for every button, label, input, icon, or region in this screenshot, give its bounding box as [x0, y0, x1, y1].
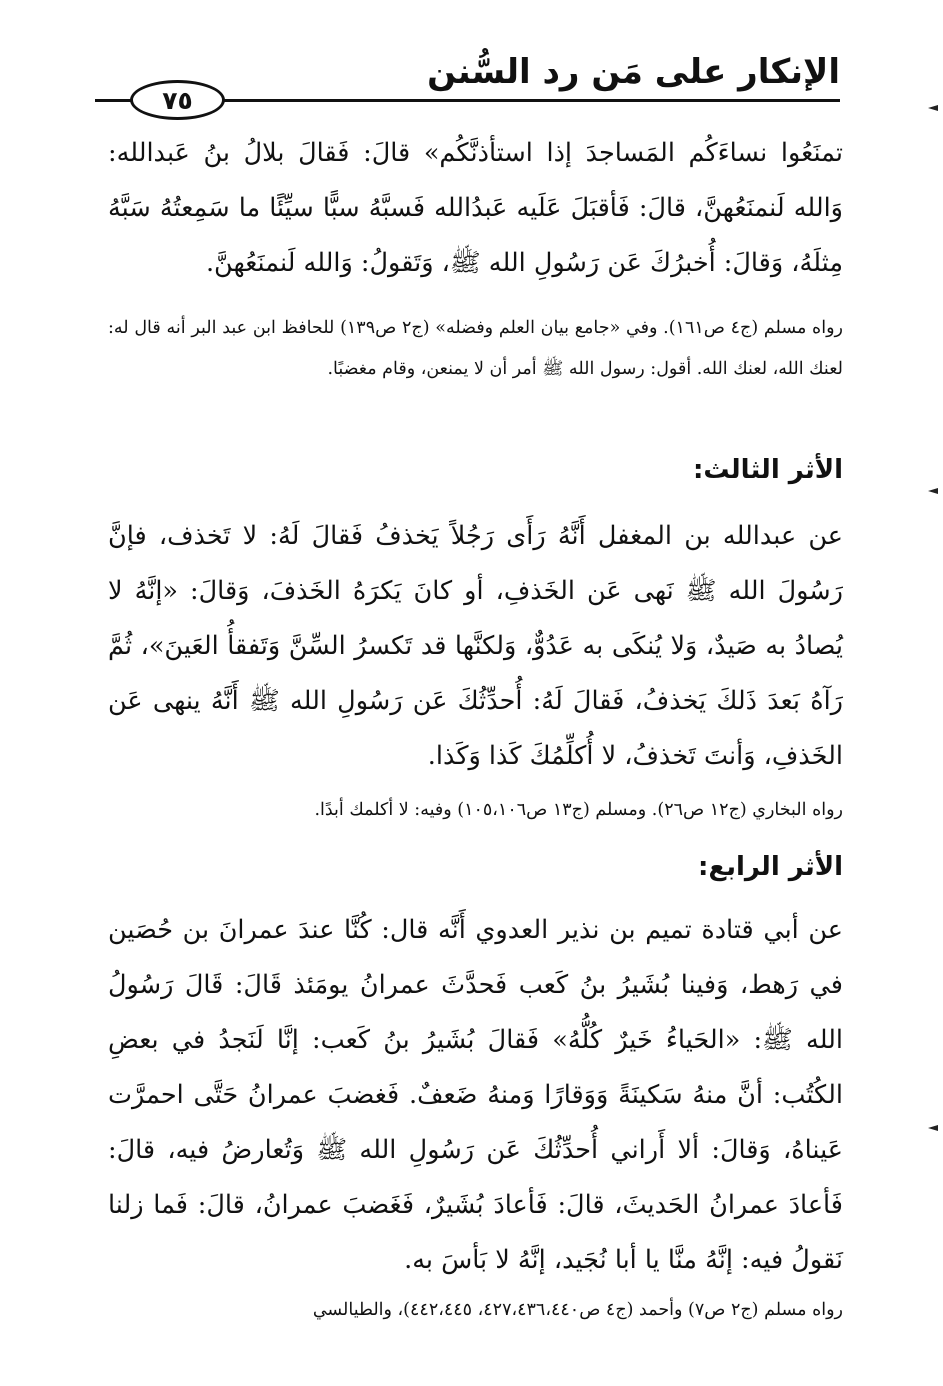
footnote-3: رواه مسلم (ج٢ ص٧) وأحمد (ج٤ ص٤٢٧،٤٣٦،٤٤٠، ٤٤٢،٤٤٥)، والطيالسي [312, 1300, 843, 1320]
page-number: ٧٥ [130, 80, 225, 120]
section-heading-fourth: الأثر الرابع: [698, 852, 843, 882]
book-title: الإنكار على مَن رد السُّنن [427, 52, 840, 92]
scan-mark [928, 105, 938, 111]
scan-mark [928, 488, 938, 494]
footnote-1: رواه مسلم (ج٤ ص١٦١). وفي «جامع بيان العلم وفضله» (ج٢ ص١٣٩) للحافظ ابن عبد البر أنه قال له: لعنك الله، لعنك الله. أقول: رسول الله ﷺ أمر أن لا يمنعن، وقام مغضبًا. [108, 318, 843, 379]
paragraph-third-athar: عن عبدالله بن المغفل أَنَّهُ رَأَى رَجُلاً يَخذفُ فَقالَ لَهُ: لا تَخذف، فإنَّ رَسُولَ الله ﷺ نَهى عَن الخَذفِ، أو كانَ يَكرَهُ الخَذفَ، وَقالَ: «إنَّهُ لا يُصادُ به صَيدٌ، وَلا يُنكَى به عَدُوٌّ، وَلكنَّها قد تَكسرُ السِّنَّ وَتَفقأُ العَينَ»، ثُمَّ رَآهُ بَعدَ ذَلكَ يَخذفُ، فَقالَ لَهُ: أُحدِّثُكَ عَن رَسُولِ الله ﷺ أَنَّهُ ينهى عَن الخَذفِ، وَأنتَ تَخذفُ، لا أُكلِّمُكَ كَذا وَكَذا. [108, 521, 843, 771]
section-heading-third: الأثر الثالث: [693, 455, 843, 485]
footnote-2: رواه البخاري (ج١٢ ص٢٦). ومسلم (ج١٣ ص١٠٥،١٠٦) وفيه: لا أكلمك أبدًا. [314, 800, 843, 820]
paragraph-continued: تمنَعُوا نساءَكُم المَساجدَ إذا استأذنَّكُم» قالَ: فَقالَ بلالُ بنُ عَبدالله: وَالله لَنمنَعُهنَّ، قالَ: فَأقبَلَ عَلَيه عَبدُالله فَسبَّهُ سبًّا سيِّئًا ما سَمِعتُهُ سَبَّهُ مِثلَهُ، وَقالَ: أُخبرُكَ عَن رَسُولِ الله ﷺ، وَتَقولُ: وَالله لَنمنَعُهنَّ. [108, 138, 843, 278]
scan-mark [928, 1125, 938, 1131]
paragraph-fourth-athar: عن أبي قتادة تميم بن نذير العدوي أَنَّه قال: كُنَّا عندَ عمرانَ بن حُصَين في رَهط، وَفينا بُشَيرُ بنُ كَعب فَحدَّثَ عمرانُ يومَئذ قَالَ: قَالَ رَسُولُ الله ﷺ: «الحَياءُ خَيرٌ كُلُّهُ» فَقالَ بُشَيرُ بنُ كَعب: إنَّا لَنَجدُ في بعضِ الكُتُب: أنَّ منهُ سَكينَةً وَوَقارًا وَمنهُ ضَعفٌ. فَغضبَ عمرانُ حَتَّى احمرَّت عَيناهُ، وَقالَ: ألا أَراني أُحدِّثُكَ عَن رَسُولِ الله ﷺ وَتُعارضُ فيه، قالَ: فَأعادَ عمرانُ الحَديثَ، قالَ: فَأعادَ بُشَيرٌ، فَغَضبَ عمرانُ، قالَ: فَما زلنا نَقولُ فيه: إنَّهُ منَّا يا أبا نُجَيد، إنَّهُ لا بَأسَ به. [108, 915, 843, 1275]
